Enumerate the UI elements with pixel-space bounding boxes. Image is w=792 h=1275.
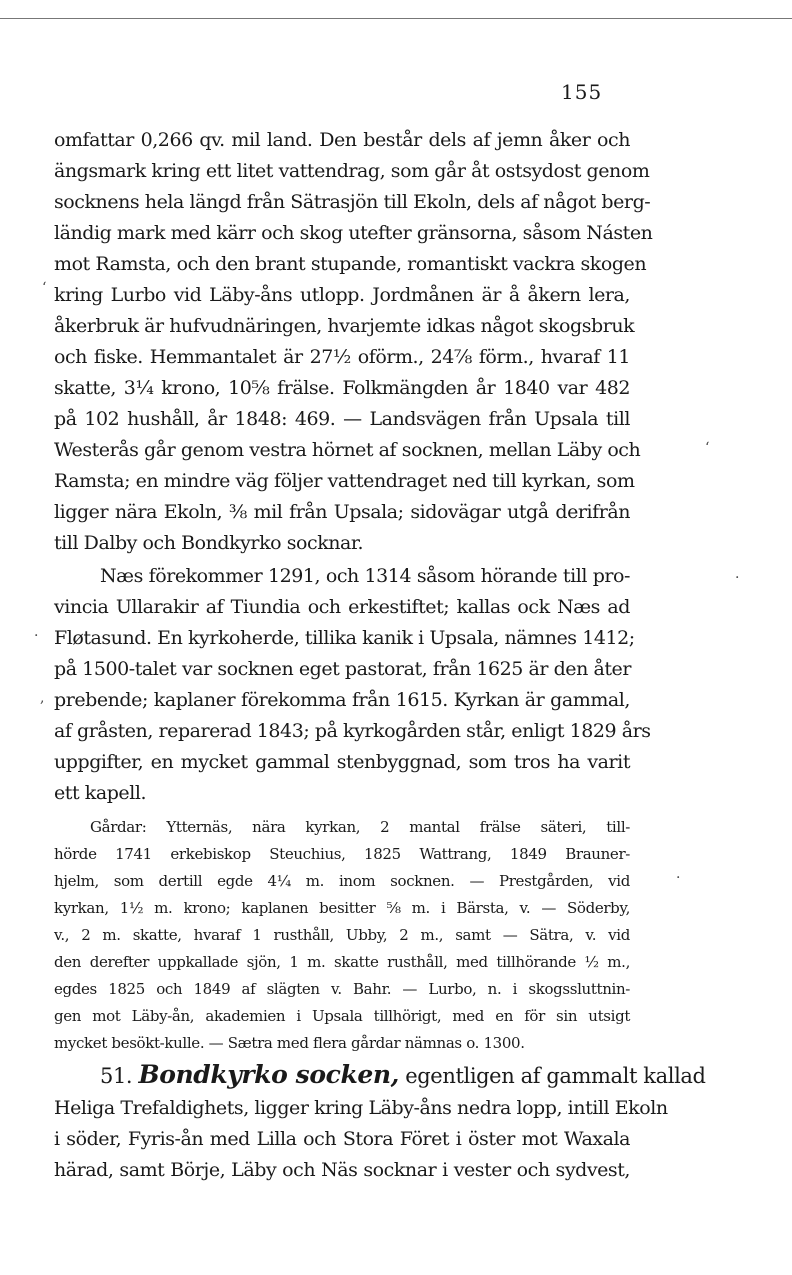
top-rule [0, 18, 792, 19]
body-line: ländig mark med kärr och skog utefter gränsorna, såsom Násten [54, 222, 653, 244]
section-line: Heliga Trefaldighets, ligger kring Läby-åns nedra lopp, intill Ekoln [54, 1097, 668, 1119]
body-line: Ramsta; en mindre väg följer vattendraget ned till kyrkan, som [54, 470, 635, 492]
margin-mark: · [34, 628, 39, 644]
body-line: omfattar 0,266 qv. mil land. Den består dels af jemn åker och [54, 129, 630, 151]
body-line: ängsmark kring ett litet vattendrag, som går åt ostsydost genom [54, 160, 650, 182]
body-line: på 102 hushåll, år 1848: 469. — Landsvägen från Upsala till [54, 408, 630, 430]
section-title: Bondkyrko socken, [138, 1060, 399, 1089]
body-line: ligger nära Ekoln, ⅜ mil från Upsala; sidovägar utgå derifrån [54, 501, 630, 523]
margin-mark: , [40, 690, 45, 706]
body-line: ett kapell. [54, 782, 147, 804]
body-line: till Dalby och Bondkyrko socknar. [54, 532, 364, 554]
body-line: prebende; kaplaner förekomma från 1615. Kyrkan är gammal, [54, 689, 630, 711]
gardar-line: hjelm, som dertill egde 4¼ m. inom socknen. — Prestgården, vid [54, 872, 630, 890]
section-number: 51. [100, 1064, 133, 1088]
section-heading [100, 1058, 706, 1092]
body-line: Westerås går genom vestra hörnet af socknen, mellan Läby och [54, 439, 641, 461]
body-line: skatte, 3¼ krono, 10⅝ frälse. Folkmängden år 1840 var 482 [54, 377, 630, 399]
body-line: på 1500-talet var socknen eget pastorat, från 1625 är den åter [54, 658, 631, 680]
body-line: Fløtasund. En kyrkoherde, tillika kanik i Upsala, nämnes 1412; [54, 627, 635, 649]
body-line: och fiske. Hemmantalet är 27½ oförm., 24⅞ förm., hvaraf 11 [54, 346, 630, 368]
gardar-line: kyrkan, 1½ m. krono; kaplanen besitter ⅝ m. i Bärsta, v. — Söderby, [54, 899, 630, 917]
gardar-line: den derefter uppkallade sjön, 1 m. skatte rusthåll, med tillhörande ½ m., [54, 953, 630, 971]
gardar-line: mycket besökt-kulle. — Sætra med flera gårdar nämnas o. 1300. [54, 1034, 525, 1052]
margin-mark: ‘ [705, 440, 710, 456]
body-line: åkerbruk är hufvudnäringen, hvarjemte idkas något skogsbruk [54, 315, 635, 337]
margin-mark: · [676, 870, 681, 886]
section-line: i söder, Fyris-ån med Lilla och Stora Föret i öster mot Waxala [54, 1128, 630, 1150]
body-line: kring Lurbo vid Läby-åns utlopp. Jordmånen är å åkern lera, [54, 284, 630, 306]
section-heading-rest: egentligen af gammalt kallad [405, 1064, 706, 1088]
margin-mark: · [735, 570, 740, 586]
margin-mark: ‘ [42, 280, 47, 296]
gardar-line: gen mot Läby-ån, akademien i Upsala tillhörigt, med en för sin utsigt [54, 1007, 630, 1025]
page-number: 155 [561, 80, 603, 104]
body-line: socknens hela längd från Sätrasjön till Ekoln, dels af något berg- [54, 191, 651, 213]
body-line: af gråsten, reparerad 1843; på kyrkogården står, enligt 1829 års [54, 720, 651, 742]
gardar-line: v., 2 m. skatte, hvaraf 1 rusthåll, Ubby, 2 m., samt — Sätra, v. vid [54, 926, 630, 944]
body-line: Næs förekommer 1291, och 1314 såsom hörande till pro- [100, 565, 630, 587]
gardar-line: egdes 1825 och 1849 af slägten v. Bahr. — Lurbo, n. i skogssluttnin- [54, 980, 630, 998]
body-line: uppgifter, en mycket gammal stenbyggnad, som tros ha varit [54, 751, 630, 773]
body-line: vincia Ullarakir af Tiundia och erkestiftet; kallas ock Næs ad [54, 596, 630, 618]
gardar-line: Gårdar: Ytternäs, nära kyrkan, 2 mantal frälse säteri, till- [90, 818, 630, 836]
section-line: härad, samt Börje, Läby och Näs socknar i vester och sydvest, [54, 1159, 630, 1181]
gardar-line: hörde 1741 erkebiskop Steuchius, 1825 Wattrang, 1849 Brauner- [54, 845, 630, 863]
body-line: mot Ramsta, och den brant stupande, romantiskt vackra skogen [54, 253, 647, 275]
